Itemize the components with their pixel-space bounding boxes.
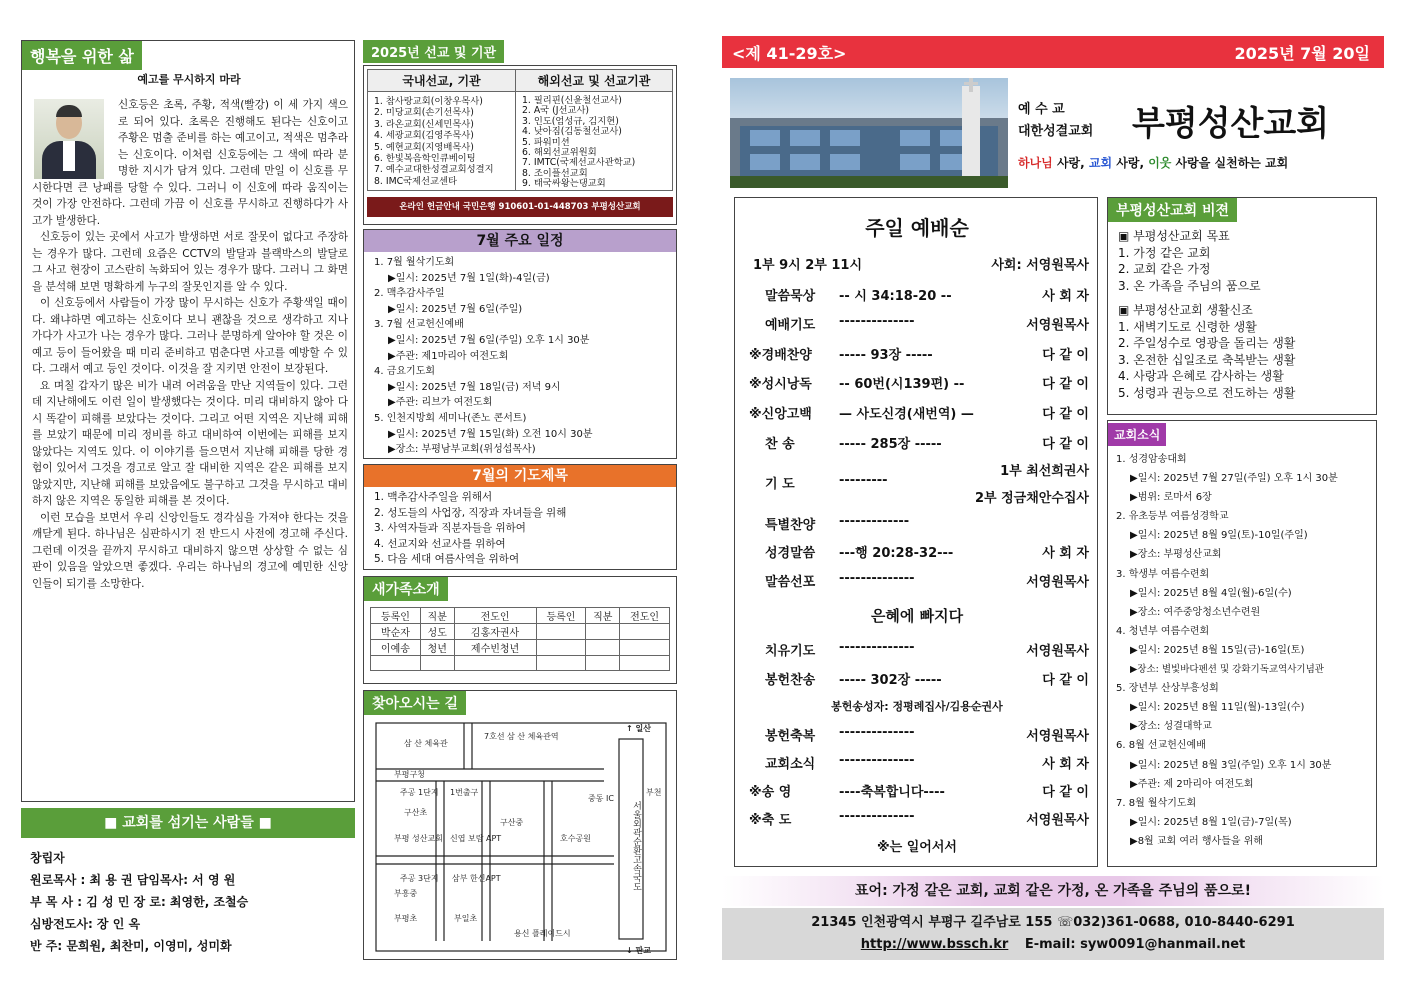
- denomination-1: 예 수 교: [1018, 102, 1065, 117]
- map-label-gym: 삼 산 체육관: [404, 739, 448, 748]
- worship-order: 주일 예배순 1부 9시 2부 11시 사회: 서영원목사 말씀묵상 -- 시 34:18-20 -- 사 회 자 예배기도 -------------- 서영원목사 ※경배찬양 ----- 93장 ----- 다 같 이 ※성시낭독 -- 60번(시139편) -- 다 같 이 ※신앙고백 — 사도신경(새번역) — 다 같 이 찬 송 ----- 285장 ----- 다 같 이 기 도 --------- 1부 최선희권사 2부 정금채안수집사 특별찬양 ------------- 성경말씀 ---행 20:28-32--- 사 회 자 말씀선포 -------------- 서영원목사 은혜에 빠지다 치유기도 -------------- 서영원목사 봉헌찬송 ----- 302장 ----- 다 같 이 봉헌송성자: 정평례집사/김용순권사 봉헌축복 -------------- 서영원목사 교회소식 -------------- 사 회 자 ※송 영 ----축복합니다---- 다 같 이 ※축 도 -------------- 서영원목사 ※는 일어서서: [734, 197, 1098, 867]
- church-news: [1107, 420, 1377, 867]
- map-label-exit1: 1번출구: [450, 788, 479, 797]
- domestic-list: 1. 참사랑교회(이창우목사) 2. 미당교회(손기선목사) 3. 라온교회(신세민목사) 4. 세광교회(김영주목사) 5. 예현교회(지영배목사) 6. 한빛복음학인큐베이팅 7. 예수교대한성결교회성결지 8. IMC국제선교센타: [374, 96, 494, 187]
- footer-address: 21345 인천광역시 부평구 길주남로 155 ☏032)361-0688, 010-8440-6291: [811, 915, 1295, 930]
- domestic-header: 국내선교, 기관: [368, 70, 515, 92]
- servers-line: 원로목사 : 최 용 권 담임목사: 서 영 원: [30, 873, 236, 887]
- news-list: 1. 성경암송대회 ▶일시: 2025년 7월 27일(주일) 오후 1시 30분 ▶범위: 로마서 6장 2. 유초등부 여름성경학교 ▶일시: 2025년 8월 9일(토)-10일(주일) ▶장소: 부평성산교회 3. 학생부 여름수련회 ▶일시: 2025년 8월 4일(월)-6일(수) ▶장소: 여주중앙청소년수련원 4. 청년부 여름수련회 ▶일시: 2025년 8월 15일(금)-16일(토) ▶장소: 별빛바다펜션 및 강화기독교역사기념관 5. 장년부 산상부흥성회 ▶일시: 2025년 8월 11일(월)-13일(수) ▶장소: 성결대학교 6. 8월 선교헌신예배 ▶일시: 2025년 8월 3일(주일) 오후 1시 30분 ▶주관: 제 2마리아 여전도회 7. 8월 월삭기도회 ▶일시: 2025년 8월 1일(금)-7일(목) ▶8월 교회 여러 행사들을 위해: [1116, 454, 1338, 847]
- essay-title: 예고를 무시하지 마라: [137, 73, 241, 86]
- overseas-header: 해외선교 및 선교기관: [516, 70, 672, 92]
- directions-map: [363, 690, 677, 960]
- map-title: 찾아오시는 길: [364, 691, 466, 715]
- church-tagline: 하나님 사랑, 교회 사랑, 이웃 사랑을 실천하는 교회: [1018, 156, 1289, 170]
- mission-title: 2025년 선교 및 기관: [363, 40, 504, 63]
- servers-list: [30, 847, 360, 957]
- map-label-line7: 7호선 삼 산 체육관역: [484, 732, 559, 741]
- vision-title: 부평성산교회 비젼: [1108, 198, 1237, 222]
- map-label-jungdong-ic: 중동 IC: [588, 794, 614, 803]
- new-family: [363, 576, 677, 684]
- july-schedule-list: 1. 7월 월삭기도회 ▶일시: 2025년 7월 1일(화)-4일(금) 2. 맥추감사주일 ▶일시: 2025년 7월 6일(주일) 3. 7월 선교헌신예배 ▶일시: 2025년 7월 6일(주일) 오후 1시 30분 ▶주관: 제1마리아 여전도회 4. 금요기도회 ▶일시: 2025년 7월 18일(금) 저녁 9시 ▶주관: 리브가 여전도회 5. 인천지방회 세미나(존노 콘서트) ▶일시: 2025년 7월 15일(화) 오전 10시 30분 ▶장소: 부평남부교회(위성섭목사): [374, 257, 593, 456]
- map-label-bucheon: 부천: [646, 788, 662, 797]
- map-label-gusanjung: 구산중: [500, 818, 524, 827]
- prayer-list: 1. 맥추감사주일을 위해서 2. 성도들의 사업장, 직장과 자녀들을 위해 3. 사역자들과 직분자들을 위하여 4. 선교지와 선교사를 위하여 5. 다음 세대 여름사역을 위하여: [374, 491, 567, 566]
- map-label-ring-road: 서울외곽순환고속국도: [631, 801, 641, 891]
- worship-times: 1부 9시 2부 11시: [753, 258, 863, 273]
- worship-host: 사회: 서영원목사: [991, 258, 1089, 273]
- servers-title: ■ 교회를 섬기는 사람들 ■: [21, 808, 355, 838]
- map-label-bupyeong-elem: 부평초: [394, 914, 418, 923]
- column-essay: [21, 40, 355, 802]
- footer-website-link[interactable]: http://www.bssch.kr: [860, 937, 1009, 952]
- essay-body: 신호등은 초록, 주황, 적색(빨강) 이 세 가지 색으로 되어 있다. 초록은 진행해도 된다는 신호이고 주황은 멈출 준비를 하는 예고이고, 적색은 멈추라는 신호이다. 이처럼 신호등에는 그 색에 따라 분명한 지시가 담겨 있다. 그런데 만일 이 신호를 무시한다면 큰 낭패를 당할 수 있다. 그러니 이 신호에 따라 움직이는 것이 가장 안전하다. 그런데 가끔 이 신호를 무시하고 진행하다가 사고가 발생한다. 신호등이 있는 곳에서 사고가 발생하면 서로 잘못이 없다고 주장하는 경우가 많다. 그런데 요즘은 CCTV의 발달과 블랙박스의 발달로 그 사고 현장이 고스란히 녹화되어 있는 경우가 많다. 그러니 그 화면을 분석해 보면 명확하게 누구의 잘못인지를 알 수 있다. 이 신호등에서 사람들이 가장 많이 무시하는 신호가 주황색일 때이다. 왜냐하면 예고하는 신호이다 보니 괜찮을 것으로 생각하고 지나가다가 사고가 나는 경우가 많다. 그러나 분명하게 알아야 할 것은 이 예고 등이 들어왔을 때 미리 준비하고 멈춘다면 사고를 예방할 수 있다. 그래서 예고 등인 것이다. 이것을 잘 지키면 안전이 보장된다. 요 며칠 갑자기 많은 비가 내려 어려움을 만난 지역들이 있다. 그런데 지난해에도 이런 일이 발생했다는 것이다. 미리 대비하지 않아 다시 똑같이 피해를 보았다는 것이다. 그리고 어떤 지역은 지난해 피해를 보았기 때문에 미리 정비를 하고 대비하여 이번에는 피해를 보지 않았다는 지역도 있다. 이 이야기를 들으면서 지난해 피해를 당한 경험이 있어서 그것을 경고로 알고 잘 대비한 지역은 같은 피해를 보지 않았지만, 지난해 피해를 보았음에도 불구하고 그것을 무시하고 대비하지 않은 지역은 동일한 피해를 본 것이다. 이런 모습을 보면서 우리 신앙인들도 경각심을 가져야 한다는 것을 깨닫게 된다. 하나님은 심판하시기 전 반드시 사전에 경고해 주신다. 그런데 이것을 끝까지 무시하고 대비하지 않으면 상상할 수 없는 심판이 있음을 알았으면 좋겠다. 우리는 하나님의 경고에 예민한 신앙인들이 되기를 소망한다.: [32, 99, 348, 590]
- sermon-title: 은혜에 빠지다: [870, 607, 964, 625]
- map-label-ilsan: ↑ 일산: [626, 724, 651, 733]
- map-label-jugong1: 주공 1단지: [400, 788, 439, 797]
- overseas-list: 1. 필리핀(신윤철선교사) 2. A국 (J선교사) 3. 인도(엄성규, 김지현) 4. 낮아짐(김동철선교사) 5. 파워미션 6. 해외선교위원회 7. IMTC(국제선교사관학교) 8. 조이플선교회 9. 태국싸왕는댕교회: [522, 95, 636, 190]
- servers-line: 부 목 사 : 김 성 민 장 로: 최영한, 조철승: [30, 895, 249, 909]
- news-title: 교회소식: [1108, 423, 1166, 446]
- issue-number: <제 41-29호>: [732, 44, 847, 63]
- prayer-title: 7월의 기도제목: [364, 465, 676, 487]
- servers-line: 창립자: [30, 851, 65, 865]
- worship-title: 주일 예배순: [865, 216, 969, 240]
- standing-note: ※는 일어서서: [877, 840, 957, 855]
- july-schedule: [363, 229, 677, 459]
- map-label-yongsin: 용신 플레이드시: [514, 929, 571, 938]
- map-label-bubjung: 부흥중: [394, 889, 418, 898]
- map-label-jugong3: 주공 3단지: [400, 874, 439, 883]
- map-label-pangyo: ↓ 판교: [626, 946, 651, 955]
- map-label-sambu: 삼부 한신APT: [452, 874, 501, 883]
- church-building-photo: [730, 78, 1008, 188]
- footer: [722, 908, 1384, 960]
- map-drawing: [364, 691, 676, 959]
- issue-bar: [722, 36, 1384, 68]
- issue-date: 2025년 7월 20일: [1234, 44, 1370, 63]
- offering-singers: 봉헌송성자: 정평례집사/김용순권사: [831, 700, 1003, 713]
- map-label-hosu: 호수공원: [560, 834, 591, 843]
- church-motto: 표어: 가정 같은 교회, 교회 같은 가정, 온 가족을 주님의 품으로!: [722, 876, 1384, 906]
- new-family-title: 새가족소개: [364, 577, 448, 601]
- footer-email[interactable]: E-mail: syw0091@hanmail.net: [1024, 937, 1246, 952]
- pastor-photo: [34, 99, 104, 179]
- church-name: 부평성산교회: [1132, 104, 1330, 144]
- map-label-church: 부평 성산교회: [394, 834, 443, 843]
- servers-line: 반 주: 문희원, 최찬미, 이영미, 성미화: [30, 939, 232, 953]
- map-label-gusan: 구산초: [404, 808, 428, 817]
- map-label-buil-elem: 부일초: [454, 914, 478, 923]
- map-label-bupyeong-gu: 부평구청: [394, 770, 425, 779]
- july-schedule-title: 7월 주요 일정: [364, 230, 676, 252]
- prayer-topics: [363, 464, 677, 570]
- new-family-table: 등록인 직분 전도인 등록인 직분 전도인 박순자 성도 김홍자권사 이예송 청년 제수빈청년: [370, 607, 670, 671]
- servers-line: 심방전도사: 장 인 옥: [30, 917, 141, 931]
- mission-section: [363, 40, 677, 224]
- offering-account: 온라인 헌금안내 국민은행 910601-01-448703 부평성산교회: [367, 197, 673, 217]
- essay-section-title: 행복을 위한 삶: [22, 41, 142, 70]
- vision-list: ▣ 부평성산교회 목표 1. 가정 같은 교회 2. 교회 같은 가정 3. 온 가족을 주님의 품으로 ▣ 부평성산교회 생활신조 1. 새벽기도로 신령한 생활 2. 주일성수로 영광을 돌리는 생활 3. 온전한 십일조로 축복받는 생활 4. 사랑과 은혜로 감사하는 생활 5. 성령과 권능으로 전도하는 생활: [1118, 229, 1296, 400]
- church-vision: [1107, 197, 1377, 415]
- denomination-2: 대한성결교회: [1018, 124, 1094, 139]
- map-label-sinjeong: 신엽 보람 APT: [450, 834, 502, 843]
